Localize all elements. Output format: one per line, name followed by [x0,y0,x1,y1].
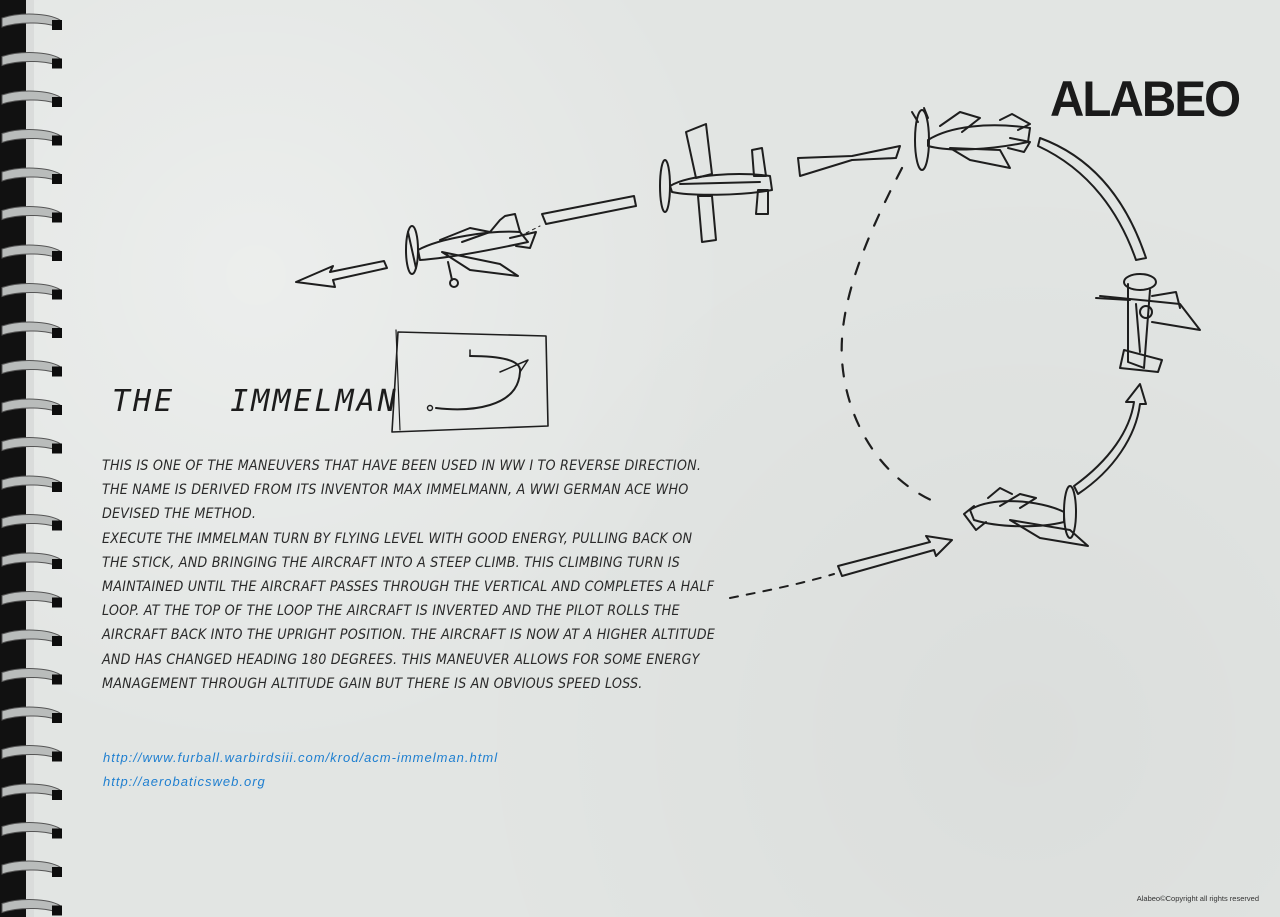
airplane-sketch-icon [1096,274,1200,372]
link-furball[interactable]: http://www.furball.warbirdsiii.com/krod/acm-immelman.html [103,750,499,765]
airplane-sketch-icon [406,214,536,287]
description-paragraph-2: EXECUTE THE IMMELMAN TURN BY FLYING LEVEL WITH GOOD ENERGY, PULLING BACK ON THE STICK, AND BRINGING THE AIRCRAFT INTO A STEEP CLIMB. THIS CLIMBING TURN IS MAINTAINED UNTIL THE AIRCRAFT PASSES THROUGH THE VERTICAL AND COMPLETES A HALF LOOP. AT THE TOP OF THE LOOP THE AIRCRAFT IS INVERTED AND THE PILOT ROLLS THE AIRCRAFT BACK INTO THE UPRIGHT POSITION. THE AIRCRAFT IS NOW AT A HIGHER ALTITUDE AND HAS CHANGED HEADING 180 DEGREES. THIS MANEUVER ALLOWS FOR SOME ENERGY MANAGEMENT THROUGH ALTITUDE GAIN BUT THERE IS AN OBVIOUS SPEED LOSS. [102,530,716,692]
page-title: THE IMMELMAN [112,384,399,419]
description-paragraph-1: THIS IS ONE OF THE MANEUVERS THAT HAVE BEEN USED IN WW I TO REVERSE DIRECTION. THE NAME IS DERIVED FROM ITS INVENTOR MAX IMMELMANN, A WWI GERMAN ACE WHO DEVISED THE METHOD. [102,458,702,523]
maneuver-diagram-icon [392,330,548,432]
link-aerobaticsweb[interactable]: http://aerobaticsweb.org [103,774,266,789]
brand-logo: ALABEO [1050,71,1240,127]
airplane-sketch-icon [912,108,1030,170]
airplane-sketch-icon [660,124,772,242]
description-text [102,454,722,696]
arrow-sketch-icon [296,261,387,287]
copyright-footer: Alabeo©Copyright all rights reserved [1136,894,1259,903]
airplane-sketch-icon [964,486,1088,546]
